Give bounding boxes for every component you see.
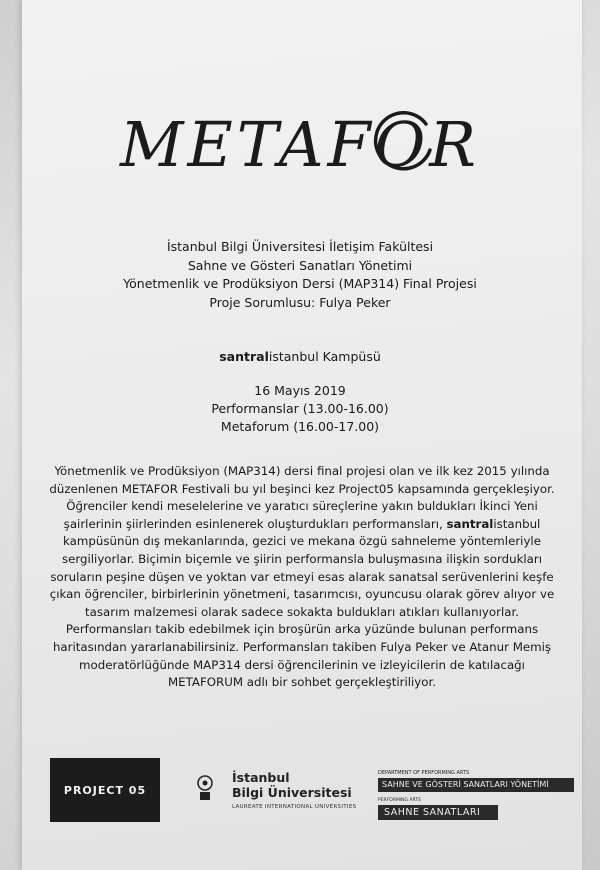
university-seal-icon [196, 774, 214, 802]
schedule-block [0, 382, 600, 436]
event-date: 16 Mayıs 2019 [254, 383, 346, 398]
ring-icon [370, 110, 438, 178]
performing-arts-caption: PERFORMING ARTS [378, 798, 421, 803]
metaforum-time: Metaforum (16.00-17.00) [220, 419, 380, 434]
department-line: Sahne ve Gösteri Sanatları Yönetimi [187, 257, 413, 273]
campus-bold: santral [219, 349, 269, 364]
laureate-line: LAUREATE INTERNATIONAL UNIVERSITIES [232, 804, 357, 810]
campus-rest: istanbul Kampüsü [268, 349, 381, 364]
faculty-line: İstanbul Bilgi Üniversitesi İletişim Fakültesi [166, 239, 434, 254]
description-part1: Yönetmenlik ve Prodüksiyon (MAP314) dersi final projesi olan ve ilk kez 2015 yılında düzenlenen METAFOR Festivali bu yıl beşinci kez Project05 kapsamında gerçekleşiyor. Öğrenciler kendi meselelerine ve yaratıcı süreçlerine yakın buldukları İkinci Yeni şairlerinin şiirlerinden esinlenerek oluşturdukları performansları, [49, 464, 555, 531]
performances-time: Performanslar (13.00-16.00) [211, 401, 389, 416]
sahne-gosteri-banner: SAHNE VE GÖSTERİ SANATLARI YÖNETİMİ [378, 778, 574, 792]
description-bold: santral [446, 516, 494, 531]
course-line: Yönetmenlik ve Prodüksiyon Dersi (MAP314) Final Projesi [123, 276, 477, 291]
metafor-logo: METAFOR [119, 108, 480, 181]
description-part2: istanbul kampüsünün dış mekanlarında, gezici ve mekana özgü sahneleme yöntemleriyle sergiliyorlar. Biçimin biçemle ve şiirin performansla buluşmasına ilişkin sordukları soruların peşine düşen ve yoktan var etmeyi esas alarak sanatsal serüvenlerini keşfe çıkan öğrenciler, birbirlerinin yönetmeni, tasarımcısı, oyuncusu olarak görev alıyor ve tasarım malzemesi olarak sadece sokakta buldukları atıkları kullanıyorlar. Performansları takib edebilmek için broşürün arka yüzünde bulunan performans haritasından yararlanabilirsiniz. Performansları takiben Fulya Peker ve Atanur Memiş moderatörlüğünde MAP314 dersi öğrencilerinin ve izleyicilerin de katılacağı METAFORUM adlı bir sohbet gerçekleştiriliyor. [49, 516, 555, 690]
campus-line [0, 349, 600, 364]
sahne-sanatlari-banner: SAHNE SANATLARI [378, 805, 498, 820]
dept-caption: DEPARTMENT OF PERFORMING ARTS [378, 770, 470, 776]
description-paragraph [47, 463, 557, 692]
bilgi-name-line1: İstanbul [232, 770, 290, 785]
performing-arts-logo [378, 770, 574, 826]
bilgi-university-logo [196, 764, 366, 824]
bilgi-name-line2: Bilgi Üniversitesi [232, 785, 352, 800]
project05-logo: PROJECT 05 [50, 758, 160, 822]
supervisor-line: Proje Sorumlusu: Fulya Peker [209, 294, 391, 310]
bilgi-name [232, 770, 352, 800]
header-block [0, 238, 600, 312]
